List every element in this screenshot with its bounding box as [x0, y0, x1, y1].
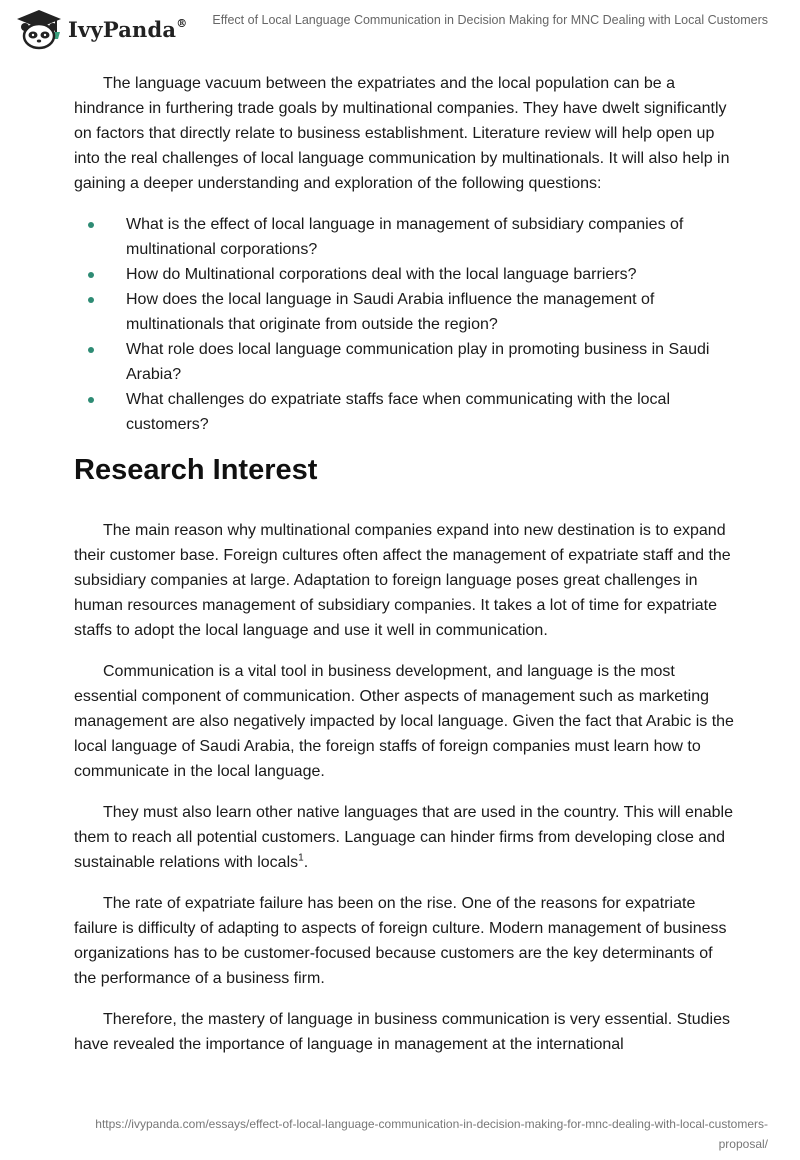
list-item: How does the local language in Saudi Arabia influence the management of multinationals that originate from outside the region? — [74, 287, 734, 337]
brand-logo[interactable] — [14, 8, 187, 50]
essay-body — [74, 71, 734, 1073]
list-item: What challenges do expatriate staffs face when communicating with the local customers? — [74, 387, 734, 437]
bullet-dot-icon — [88, 297, 94, 303]
footnote-link[interactable]: 1 — [298, 852, 304, 864]
questions-list — [74, 212, 734, 437]
list-item: What is the effect of local language in management of subsidiary companies of multinational corporations? — [74, 212, 734, 262]
body-paragraph: The main reason why multinational companies expand into new destination is to expand their customer base. Foreign cultures often affect the management of expatriate staff and the subsidiary companies at large. Adaptation to foreign language poses great challenges in human resources management of subsidiary companies. It takes a lot of time for expatriate staffs to adopt the local language and use it well in communication. — [74, 522, 731, 639]
document-title: Effect of Local Language Communication in Decision Making for MNC Dealing with Local Customers — [212, 13, 768, 27]
bullet-dot-icon — [88, 347, 94, 353]
bullet-dot-icon — [88, 222, 94, 228]
list-item: What role does local language communication play in promoting business in Saudi Arabia? — [74, 337, 734, 387]
bullet-dot-icon — [88, 397, 94, 403]
page-header — [0, 0, 800, 60]
brand-name: IvyPanda® — [68, 16, 188, 42]
body-paragraph: The rate of expatriate failure has been on the rise. One of the reasons for expatriate failure is difficulty of adapting to aspects of foreign culture. Modern management of business organizations has to be customer-focused because customers are the key determinants of the performance of a business firm. — [74, 895, 727, 987]
panda-graduate-icon — [14, 8, 64, 50]
source-url[interactable]: https://ivypanda.com/essays/effect-of-local-language-communication-in-decision-making-for-mnc-dealing-with-local-customers-proposal/ — [95, 1117, 768, 1151]
list-item: How do Multinational corporations deal with the local language barriers? — [74, 262, 734, 287]
body-paragraph: Therefore, the mastery of language in business communication is very essential. Studies have revealed the importance of language in management at the international — [74, 1011, 730, 1053]
intro-paragraph: The language vacuum between the expatriates and the local population can be a hindrance in furthering trade goals by multinational companies. They have dwelt significantly on factors that directly relate to business establishment. Literature review will help open up into the real challenges of local language communication by multinationals. It will also help in gaining a deeper understanding and exploration of the following questions: — [74, 75, 730, 192]
section-heading: Research Interest — [74, 454, 318, 486]
bullet-dot-icon — [88, 272, 94, 278]
body-paragraph: Communication is a vital tool in business development, and language is the most essential component of communication. Other aspects of management such as marketing management are also negatively impacted by local language. Given the fact that Arabic is the local language of Saudi Arabia, the foreign staffs of foreign companies must learn how to communicate in the local language. — [74, 663, 734, 780]
body-paragraph: They must also learn other native languages that are used in the country. This will enable them to reach all potential customers. Language can hinder firms from developing close and sustainable relations with locals$^1$. — [74, 804, 733, 871]
